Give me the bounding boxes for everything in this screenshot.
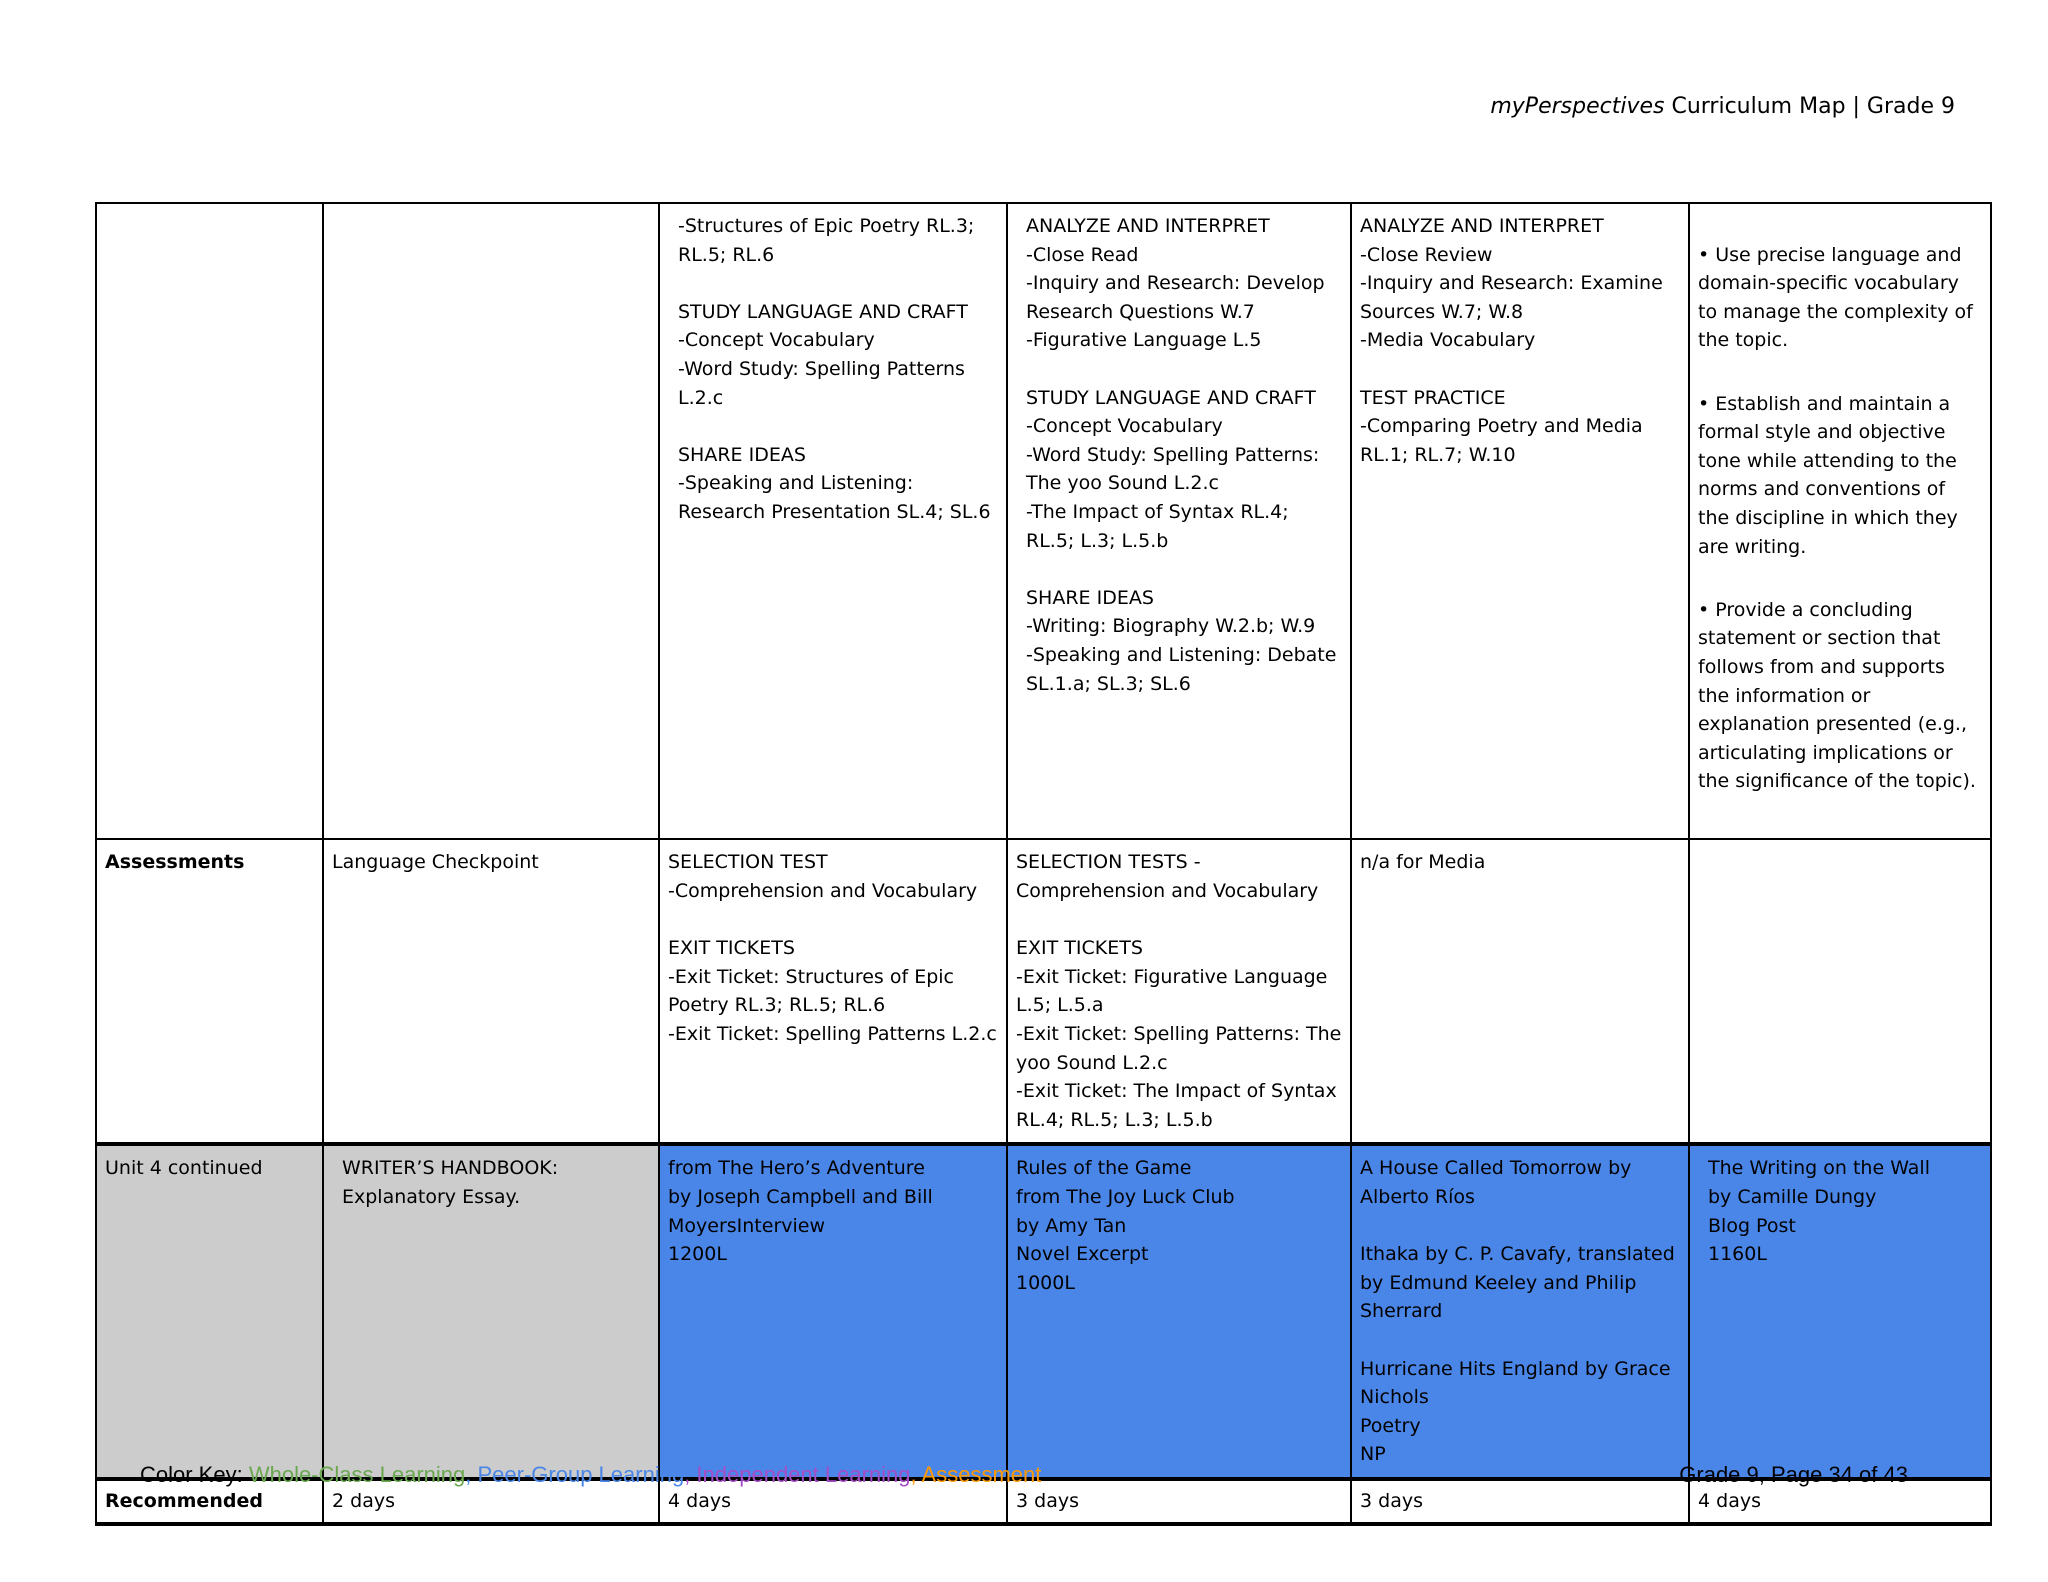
table-row	[96, 839, 1991, 1144]
key-peer-group: Peer-Group Learning	[477, 1462, 685, 1487]
bullet-item: • Establish and maintain a formal style and objective tone while attending to the norms and conventions of the discipline in which they are writing.	[1698, 392, 1958, 558]
selection-cell: The Writing on the Wall by Camille Dungy Blog Post 1160L	[1689, 1144, 1991, 1479]
bullet-item: • Provide a concluding statement or section that follows from and supports the information or explanation presented (e.g., articulating implications or the significance of the topic).	[1698, 598, 1976, 793]
page-number: Grade 9, Page 34 of 43	[1679, 1462, 1908, 1487]
table-row	[96, 203, 1991, 839]
key-whole-class: Whole-Class Learning	[248, 1462, 466, 1487]
color-key-label: Color Key:	[140, 1462, 249, 1487]
row-label-unit: Unit 4 continued	[96, 1144, 323, 1479]
key-assessment: Assessment	[921, 1462, 1042, 1487]
table-cell: ANALYZE AND INTERPRET -Close Read -Inquiry and Research: Develop Research Questions W.7 -Figurative Language L.5 STUDY LANGUAGE AND CRAFT -Concept Vocabulary -Word Study: Spelling Patterns: The yoo Sound L.2.c -The Impact of Syntax RL.4; RL.5; L.3; L.5.b SHARE IDEAS -Writing: Biography W.2.b; W.9 -Speaking and Listening: Debate SL.1.a; SL.3; SL.6	[1007, 203, 1351, 839]
table-cell	[1689, 839, 1991, 1144]
table-cell: 3 days	[1351, 1479, 1689, 1524]
table-cell: 4 days	[1689, 1479, 1991, 1524]
table-cell: -Structures of Epic Poetry RL.3; RL.5; RL.6 STUDY LANGUAGE AND CRAFT -Concept Vocabulary -Word Study: Spelling Patterns L.2.c SHARE IDEAS -Speaking and Listening: Research Presentation SL.4; SL.6	[659, 203, 1007, 839]
table-cell	[323, 203, 659, 839]
page-header	[1490, 94, 1955, 119]
row-label-assessments: Assessments	[96, 839, 323, 1144]
curriculum-table	[95, 202, 1992, 1526]
table-cell: n/a for Media	[1351, 839, 1689, 1144]
key-independent: Independent Learning	[696, 1462, 911, 1487]
header-title: Curriculum Map | Grade 9	[1664, 94, 1955, 119]
table-cell: 3 days	[1007, 1479, 1351, 1524]
table-cell	[96, 203, 323, 839]
table-row	[96, 1144, 1991, 1479]
color-key: Color Key: Whole-Class Learning, Peer-Group Learning, Independent Learning, Assessment	[140, 1462, 1042, 1487]
table-cell: Language Checkpoint	[323, 839, 659, 1144]
table-cell: SELECTION TESTS - Comprehension and Vocabulary EXIT TICKETS -Exit Ticket: Figurative Language L.5; L.5.a -Exit Ticket: Spelling Patterns: The yoo Sound L.2.c -Exit Ticket: The Impact of Syntax RL.4; RL.5; L.3; L.5.b	[1007, 839, 1351, 1144]
table-cell: WRITER’S HANDBOOK: Explanatory Essay.	[323, 1144, 659, 1479]
standards-cell	[1689, 203, 1991, 839]
table-cell: ANALYZE AND INTERPRET -Close Review -Inquiry and Research: Examine Sources W.7; W.8 -Media Vocabulary TEST PRACTICE -Comparing Poetry and Media RL.1; RL.7; W.10	[1351, 203, 1689, 839]
selection-cell: from The Hero’s Adventure by Joseph Campbell and Bill MoyersInterview 1200L	[659, 1144, 1007, 1479]
table-cell: 2 days	[323, 1479, 659, 1524]
table-cell: 4 days	[659, 1479, 1007, 1524]
row-label-recommended: Recommended	[96, 1479, 323, 1524]
table-cell: SELECTION TEST -Comprehension and Vocabulary EXIT TICKETS -Exit Ticket: Structures of Epic Poetry RL.3; RL.5; RL.6 -Exit Ticket: Spelling Patterns L.2.c	[659, 839, 1007, 1144]
selection-cell: A House Called Tomorrow by Alberto Ríos Ithaka by C. P. Cavafy, translated by Edmund Keeley and Philip Sherrard Hurricane Hits England by Grace Nichols Poetry NP	[1351, 1144, 1689, 1479]
brand-name: myPerspectives	[1490, 94, 1665, 119]
selection-cell: Rules of the Game from The Joy Luck Club by Amy Tan Novel Excerpt 1000L	[1007, 1144, 1351, 1479]
bullet-item: • Use precise language and domain-specific vocabulary to manage the complexity of the topic.	[1698, 243, 1973, 352]
